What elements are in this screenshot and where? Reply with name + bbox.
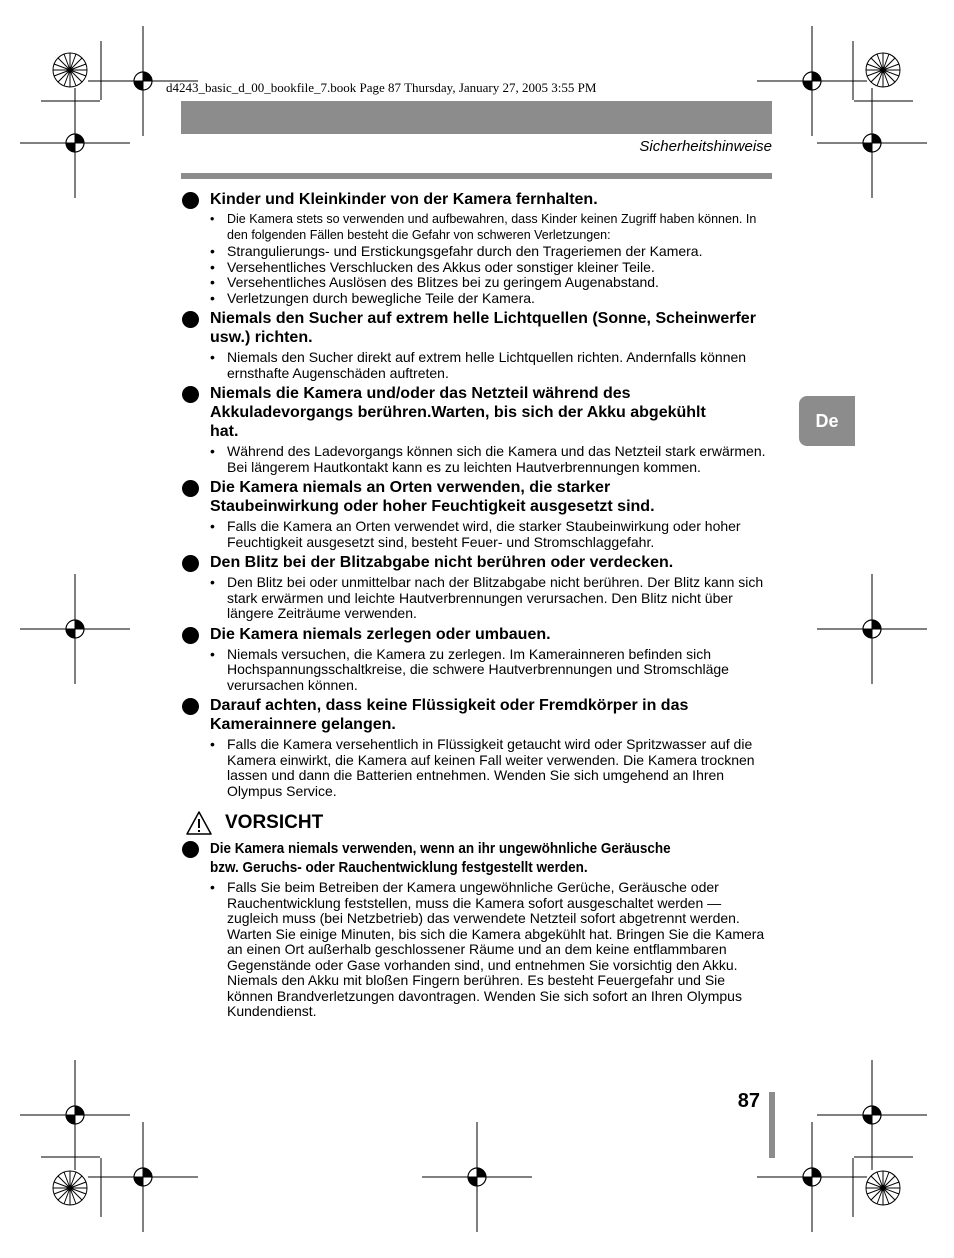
- caution-bullet: • Falls Sie beim Betreiben der Kamera ungewöhnliche Gerüche, Geräusche oder Rauchentwicklung feststellen, muss die Kamera sofort ausgeschaltet werden — zugleich muss (bei Netzbetrieb) das verwendete Netzteil sofort abgetrennt werden. Warten Sie einige Minuten, bis sich die Kamera abgekühlt hat. Bringen Sie die Kamera an einen Ort außerhalb geschlossener Räume und an dem keine entflammbaren Gegenstände oder Gase vorhanden sind, und entnehmen Sie vorsichtig den Akku. Niemals den Akku mit bloßen Fingern berühren. Es besteht Feuergefahr und Sie können Brandverletzungen davontragen. Wenden Sie sich sofort an Ihren Olympus Kundendienst.: [210, 880, 773, 1020]
- safety-item: [181, 309, 773, 381]
- bullet-dot-icon: [182, 841, 199, 858]
- bullet-dot-icon: [182, 698, 199, 715]
- item-heading: Den Blitz bei der Blitzabgabe nicht berühren oder verdecken.: [210, 554, 674, 571]
- safety-item: [181, 553, 773, 622]
- item-bullet: • Die Kamera stets so verwenden und aufbewahren, dass Kinder keinen Zugriff haben können. In den folgenden Fällen besteht die Gefahr von schweren Verletzungen:: [210, 212, 773, 243]
- caution-heading-line2: bzw. Geruchs- oder Rauchentwicklung festgestellt werden.: [210, 859, 588, 876]
- item-heading: Die Kamera niemals zerlegen oder umbauen.: [210, 625, 551, 643]
- item-heading: Darauf achten, dass keine Flüssigkeit oder Fremdkörper in das Kamerainnere gelangen.: [210, 697, 689, 733]
- bullet-dot-icon: [182, 480, 199, 497]
- sub-bullet: • Strangulierungs- und Erstickungsgefahr durch den Trageriemen der Kamera.: [210, 244, 773, 260]
- item-heading: Die Kamera niemals an Orten verwenden, die starker Staubeinwirkung oder hoher Feuchtigkeit ausgesetzt sind.: [210, 479, 655, 515]
- bullet-dot-icon: [182, 192, 199, 209]
- item-heading: Niemals den Sucher auf extrem helle Lichtquellen (Sonne, Scheinwerfer usw.) richten.: [210, 310, 756, 346]
- section-title: Sicherheitshinweise: [639, 138, 772, 155]
- header-rule: [181, 173, 772, 179]
- header-bar: [181, 101, 772, 134]
- safety-item: [181, 478, 773, 550]
- item-bullet: • Falls die Kamera versehentlich in Flüssigkeit getaucht wird oder Spritzwasser auf die Kamera einwirkt, die Kamera auf keinen Fall weiter verwenden. Die Kamera trocknen lassen und dann die Batterien entnehmen. Wenden Sie sich umgehend an Ihren Olympus Service.: [210, 737, 773, 799]
- bullet-dot-icon: [182, 555, 199, 572]
- item-bullet: • Niemals versuchen, die Kamera zu zerlegen. Im Kamerainneren befinden sich Hochspannungsschaltkreise, die schwere Hautverbrennungen und Stromschläge verursachen können.: [210, 647, 773, 694]
- item-heading: Niemals die Kamera und/oder das Netzteil während des Akkuladevorgangs berühren.Warten, bis sich der Akku abgekühlt hat.: [210, 385, 706, 440]
- safety-item: [181, 696, 773, 799]
- bullet-dot-icon: [182, 386, 199, 403]
- item-bullet: • Den Blitz bei oder unmittelbar nach der Blitzabgabe nicht berühren. Der Blitz kann sich stark erwärmen und leichte Hautverbrennungen verursachen. Den Blitz nicht über längere Zeiträume verwenden.: [210, 575, 773, 622]
- caution-heading-line1: Die Kamera niemals verwenden, wenn an ihr ungewöhnliche Geräusche: [210, 840, 671, 857]
- language-tab: De: [799, 396, 855, 446]
- caution-header: [181, 808, 773, 838]
- item-bullet: • Falls die Kamera an Orten verwendet wird, die starker Staubeinwirkung oder hoher Feuchtigkeit ausgesetzt sind, besteht Feuer- und Stromschlaggefahr.: [210, 519, 773, 550]
- sub-bullet: • Versehentliches Verschlucken des Akkus oder sonstiger kleiner Teile.: [210, 260, 773, 276]
- safety-item: [181, 190, 773, 306]
- caution-item: [181, 839, 773, 1020]
- warning-triangle-icon: [186, 811, 212, 835]
- bullet-dot-icon: [182, 627, 199, 644]
- page-number: 87: [737, 1090, 760, 1112]
- page-number-bar: [769, 1092, 775, 1158]
- sub-bullet: • Verletzungen durch bewegliche Teile der Kamera.: [210, 291, 773, 307]
- sub-bullet: • Versehentliches Auslösen des Blitzes bei zu geringem Augenabstand.: [210, 275, 773, 291]
- content: [181, 190, 773, 1020]
- bullet-dot-icon: [182, 311, 199, 328]
- item-bullet: • Niemals den Sucher direkt auf extrem helle Lichtquellen richten. Andernfalls können ernsthafte Augenschäden auftreten.: [210, 350, 773, 381]
- item-heading: Kinder und Kleinkinder von der Kamera fernhalten.: [210, 191, 598, 208]
- book-header-line: d4243_basic_d_00_bookfile_7.book Page 87 Thursday, January 27, 2005 3:55 PM: [166, 80, 597, 95]
- caution-title: VORSICHT: [225, 812, 324, 833]
- item-bullet: • Während des Ladevorgangs können sich die Kamera und das Netzteil stark erwärmen. Bei längerem Hautkontakt kann es zu leichten Hautverbrennungen kommen.: [210, 444, 773, 475]
- safety-item: [181, 384, 773, 475]
- safety-item: [181, 625, 773, 694]
